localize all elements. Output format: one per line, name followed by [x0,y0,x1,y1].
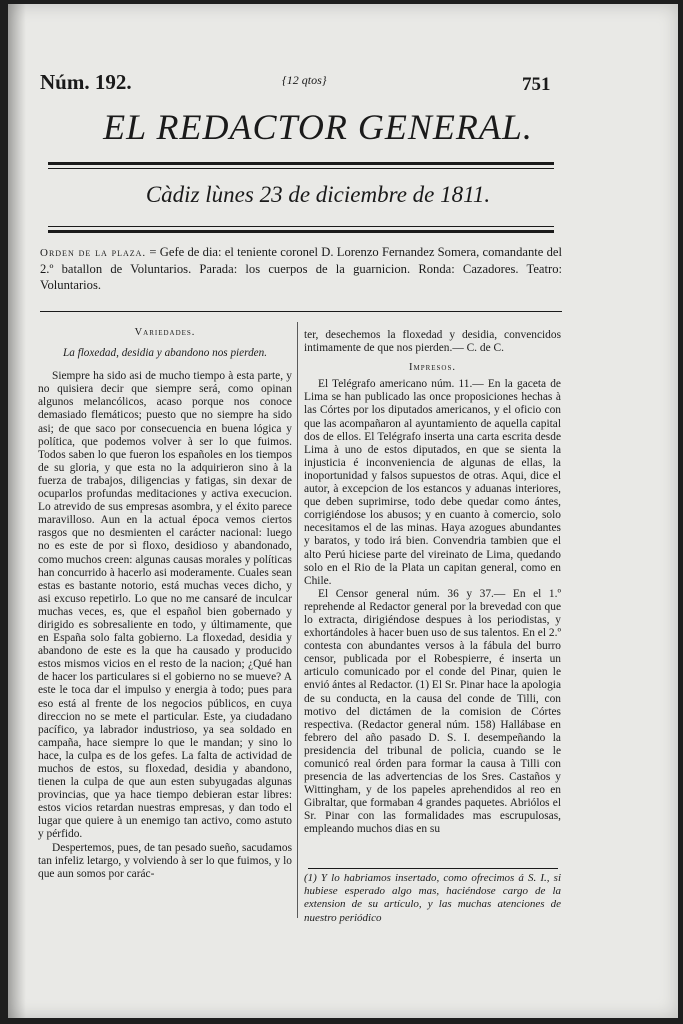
right-column [304,329,561,837]
orden-label: Orden de la plaza. [40,247,147,259]
issue-number: Núm. 192. [40,70,132,94]
article-paragraph: Despertemos, pues, de tan pesado sueño, sacudamos tan infeliz letargo, y volviendo à ser lo que fuimos, y lo que aun somos por carác- [38,841,292,880]
review-paragraph: El Censor general núm. 36 y 37.— En el 1.º reprehende al Redactor general por la brevedad con que lo extracta, dirigiéndose despues à los periodistas, y exhortándoles à hacer buen uso de sus talentos. En el 2.º contesta con abundantes versos à la fábula del burro censor, publicada por el Robespierre, é inserta un articulo comunicado por el conde del Pinar, quien le envió ántes al Redactor. (1) El Sr. Pinar hace la apologia de su conducta, en la causa del conde de Tilli, con motivo del dictámen de la comision de Córtes respectiva. (Redactor general núm. 158) Hallábase en febrero del año pasado D. S. I. desempeñando la presidencia del tribunal de policia, cuando se le comunicó real órden para formar la causa à Tilli con presencia de las advertencias de los Sres. Castaños y Wittingham, y de los papeles aprehendidos al reo en Gibraltar, que formaban 4 grandes paquetes. Abriólos el Sr. Pinar con las formalidades mas escrupulosas, empleando muchos dias en su [304,587,561,836]
dateline: Càdiz lùnes 23 de diciembre de 1811. [145,182,491,207]
footnote-rule [308,868,558,869]
article-paragraph: Siempre ha sido asi de mucho tiempo à esta parte, y no quisiera decir que siempre será, como opinan algunos melancólicos, acaso porque nos conoce demasiado flemáticos; puesto que no siempre ha sido asi; de que saco por consecuencia en buena lógica y política, que podemos volver à ser lo que fuimos. Todos saben lo que fueron los españoles en los tiempos de su gloria, y que esta no la adquirieron sino à la fuerza de trabajos, diligencias y fatigas, sin dexar de ocuparlos profundas meditaciones y activa execucion. Lo atrevido de sus empresas asombra, y el éxito parece maravilloso. Aun en la actual época vemos ciertos rasgos que no desmienten el carácter nacional: luego no es este de por sì floxo, desidioso y abandonado, como muchos creen: algunas causas morales y políticas han concurrido à hacerlo asi moderamente. Cuales sean estas es bastante notorio, está muchas veces dicho, y asi excuso repetirlo. Lo que no me cansaré de inculcar muchas veces, es, que el español bien gobernado y dirigido es sobresaliente en todo, y últimamente, que en España solo falta gobierno. La floxedad, desidia y abandono de este es la que ha causado y producido estos mismos vicios en el resto de la nacion; ¿Qué han de hacer los particulares si el gobierno no se mueve? A este le toca dar el impulso y energia à todo; pues para eso está al frente de los negocios públicos, en cuya direccion no se mete el particular. Este, ya ciudadano pacífico, ya labrador industrioso, ya sea soldado en campaña, hace siempre lo que le mandan; y sino lo hace, la culpa es de los gefes. La falta de actividad de muchos de estos, su floxedad, desidia y abandono, tienen la culpa de que aun esten subyugadas algunas provincias, que ya hace tiempo debieran estar libres: estos vicios retardan nuestras empresas, y dan todo el lugar que quiere à un enemigo tan activo, como astuto y pérfido. [38,370,292,841]
section-rule [40,311,562,312]
dateline-rule-thick [48,230,554,233]
column-separator [297,322,298,918]
handwritten-note: {12 qtos} [282,73,327,87]
footnote: (1) Y lo habriamos insertado, como ofrecimos á S. I., si hubiese esperado algo mas, haciéndose cargo de la extension de su artículo, y las muchas atenciones de nuestro periódico [304,872,561,924]
left-column [38,326,292,881]
article-continuation: ter, desechemos la floxedad y desidia, convencidos intimamente de que nos pierden.— C. de C. [304,329,561,355]
masthead-title: EL REDACTOR GENERAL. [103,107,533,147]
variedades-heading: Variedades. [134,327,196,338]
page-fold-shadow [8,4,26,1018]
impresos-heading: Impresos. [408,362,457,374]
article-subheading: La floxedad, desidia y abandono nos pierden. [62,347,268,360]
newspaper-page [8,4,678,1018]
masthead-rule-thick [48,162,554,165]
orden-de-la-plaza [40,244,562,293]
orden-text: = Gefe de dia: el teniente coronel D. Lorenzo Fernandez Somera, comandante del 2.º batallon de Voluntarios. Parada: los cuerpos de la guarnicion. Ronda: Cazadores. Teatro: Voluntarios. [40,245,563,292]
review-paragraph: El Telégrafo americano núm. 11.— En la gaceta de Lima se han publicado las once proposiciones hechas à las Córtes por los diputados americanos, y el oficio con que las acompañaron al ayuntamiento de aquella capital dos de ellos. El Telégrafo inserta una carta escrita desde Lima à uno de estos diputados, en que se sienta la injusticia é inconveniencia de algunas de ellas, la inoportunidad y falsos supuestos de otras. Aqui, dice el autor, à excepcion de los estancos y aduanas interiores, que deben suprimirse, todo debe quedar como ántes, corrigiéndose los abusos; y en cuanto à comercio, solo necesitamos el de las minas. Haya azogues abundantes y baratos, y todo irá bien. Convendria tambien que el alto Perú hiciese parte del vireinato de Lima, quedando solo en el Rio de la Plata un capitan general, como en Chile. [304,378,561,587]
dateline-rule-thin [48,226,554,227]
masthead-rule-thin [48,168,554,169]
page-number: 751 [522,74,551,95]
